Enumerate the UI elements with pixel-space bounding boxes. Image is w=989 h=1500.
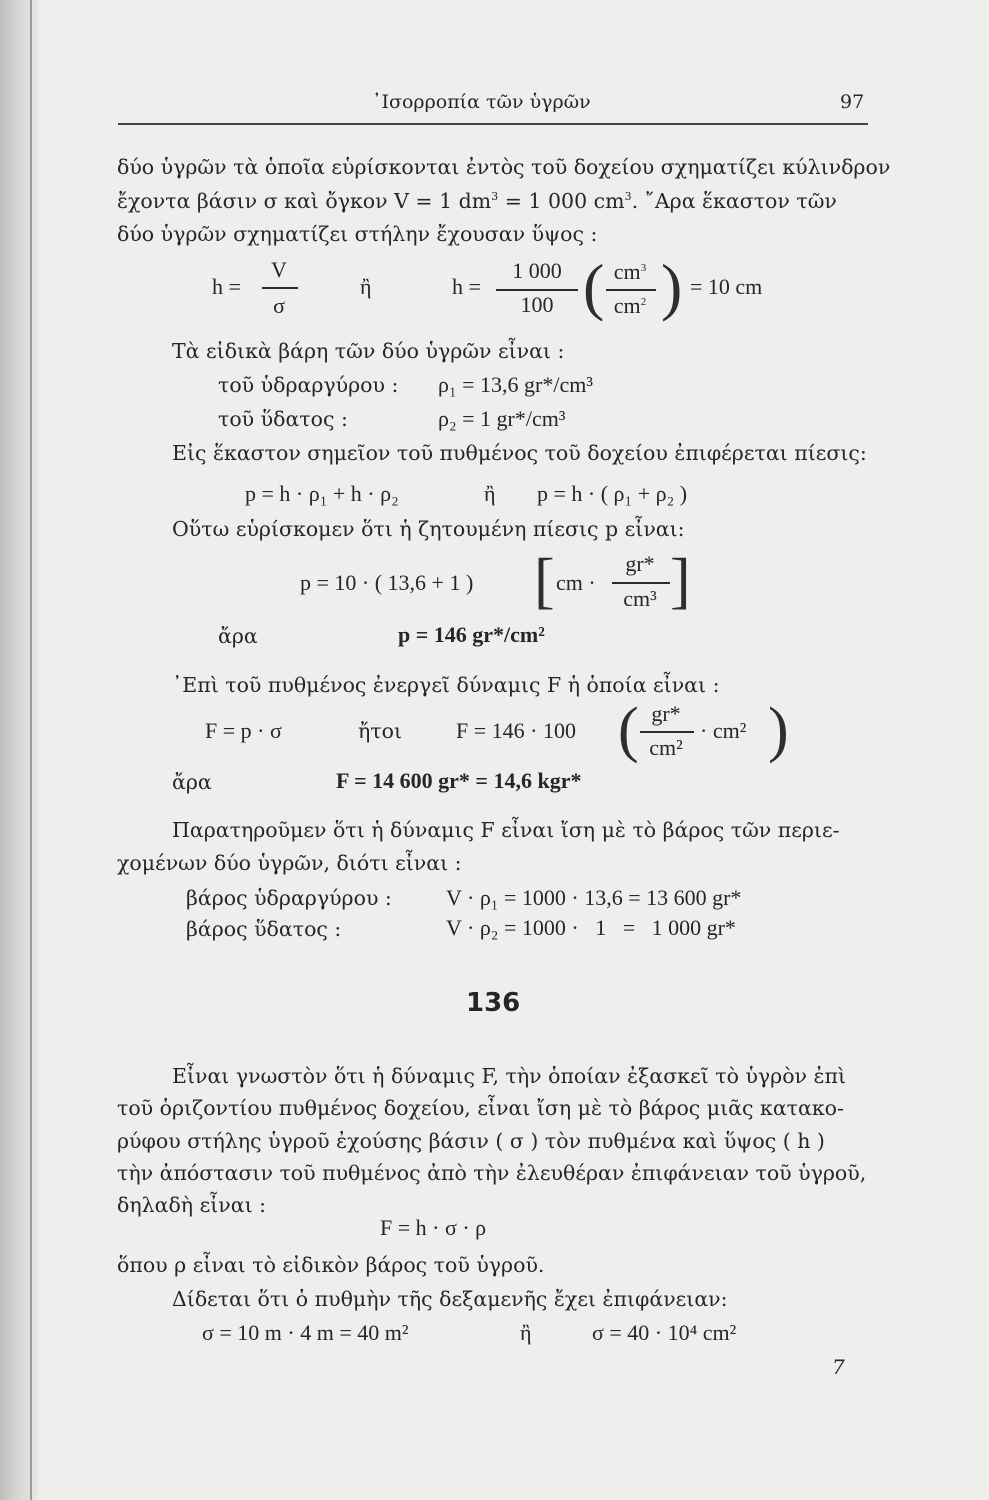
force-paren-close: ) <box>768 696 789 764</box>
force-eq-b: F = 146 · 100 <box>456 718 576 743</box>
eq1-or: ἢ <box>360 274 372 299</box>
pressure-unit-num: gr* <box>625 551 655 576</box>
pressure-found: Οὕτω εὑρίσκομεν ὅτι ἡ ζητουμένη πίεσις p εἶναι: <box>172 517 685 541</box>
header-rule <box>118 123 868 125</box>
observe-line2: χομένων δύο ὑγρῶν, διότι εἶναι : <box>117 851 462 875</box>
water-label: τοῦ ὕδατος : <box>218 407 348 431</box>
weights-intro: Τὰ εἰδικὰ βάρη τῶν δύο ὑγρῶν εἶναι : <box>172 339 565 363</box>
pressure-unit-cm: cm · <box>556 570 596 595</box>
force-eq-a: F = p · σ <box>205 718 282 743</box>
pressure-unit-bar <box>612 582 670 584</box>
force-unit-bar <box>640 731 694 733</box>
eq1-paren-close: ) <box>661 251 683 322</box>
water-weight-label: βάρος ὕδατος : <box>186 917 342 941</box>
eq1-paren-open: ( <box>583 251 605 322</box>
eq1-lhs2: h = <box>452 274 481 299</box>
area-eq-b: σ = 40 · 10⁴ cm² <box>592 1320 737 1345</box>
problem-line1: Εἶναι γνωστὸν ὅτι ἡ δύναμις F, τὴν ὁποίαν ἐξασκεῖ τὸ ὑγρὸν ἐπὶ <box>172 1064 847 1088</box>
mercury-weight-value: V · ρ₁ = 1000 · 13,6 = 13 600 gr* <box>446 885 742 910</box>
para1-line3: δύο ὑγρῶν σχηματίζει στήλην ἔχουσαν ὕψος : <box>117 222 598 246</box>
eq1-denominator2: 100 <box>520 292 554 317</box>
para1-line2: ἔχοντα βάσιν σ καὶ ὄγκον V = 1 $dm^3 = 1$ 000 $cm^3$. ῎Αρα ἕκαστον τῶν <box>117 189 837 213</box>
eq1-result: = 10 cm <box>690 274 763 299</box>
pressure-intro: Εἰς ἕκαστον σημεῖον τοῦ πυθμένος τοῦ δοχείου ἐπιφέρεται πίεσις: <box>172 441 867 465</box>
force-unit-tail: · cm² <box>700 718 747 743</box>
problem-line5: δηλαδὴ εἶναι : <box>117 1193 267 1217</box>
problem-line2: τοῦ ὁριζοντίου πυθμένος δοχείου, εἶναι ἴση μὲ τὸ βάρος μιᾶς κατακο- <box>117 1096 844 1120</box>
running-header-title: ᾿Ισορροπία τῶν ὑγρῶν <box>372 91 591 113</box>
force-result: F = 14 600 gr* = 14,6 kgr* <box>336 768 582 793</box>
observe-line1: Παρατηροῦμεν ὅτι ἡ δύναμις F εἶναι ἴση μὲ τὸ βάρος τῶν περιε- <box>172 818 840 842</box>
eq1-lhs: h = <box>212 274 241 299</box>
pressure-unit-den: cm³ <box>623 586 657 611</box>
area-eq-a: σ = 10 m · 4 m = 40 m² <box>202 1320 409 1345</box>
force-unit-den: cm² <box>649 735 683 760</box>
pressure-eq-b: p = h · ( ρ₁ + ρ₂ ) <box>537 481 688 506</box>
area-or: ἢ <box>520 1320 532 1345</box>
problem-line4: τὴν ἀπόστασιν τοῦ πυθμένος ἀπὸ τὴν ἐλευθέραν ἐπιφάνειαν τοῦ ὑγροῦ, <box>117 1161 867 1185</box>
eq1-numerator2: 1 000 <box>512 258 562 283</box>
mercury-weight-label: βάρος ὑδραργύρου : <box>186 886 392 910</box>
problem-line3: ρύφου στήλης ὑγροῦ ἐχούσης βάσιν ( σ ) τὸν πυθμένα καὶ ὕψος ( h ) <box>117 1129 825 1153</box>
problem-equation: F = h · σ · ρ <box>380 1215 487 1240</box>
pressure-or: ἢ <box>484 481 496 506</box>
eq1-unit-num: $cm^3$ <box>613 259 647 284</box>
pressure-calc: p = 10 · ( 13,6 + 1 ) <box>300 570 474 595</box>
eq1-unit-bar <box>606 289 656 291</box>
eq1-numerator: V <box>271 257 287 282</box>
bracket-open: [ <box>534 547 555 615</box>
para1-line1: δύο ὑγρῶν τὰ ὁποῖα εὑρίσκονται ἐντὸς τοῦ δοχείου σχηματίζει κύλινδρον <box>117 155 891 179</box>
water-weight-value: V · ρ₂ = 1000 · 1 = 1 000 gr* <box>446 915 736 940</box>
pressure-eq-a: p = h · ρ₁ + h · ρ₂ <box>245 481 399 506</box>
pressure-result: p = 146 gr*/cm² <box>398 622 545 647</box>
force-paren-open: ( <box>618 696 639 764</box>
force-ara: ἄρα <box>172 770 212 794</box>
mercury-value: ρ₁ = 13,6 gr*/cm³ <box>438 372 593 397</box>
eq1-unit-den: $cm^2$ <box>613 293 647 318</box>
force-itoi: ἤτοι <box>358 719 403 743</box>
bracket-close: ] <box>670 547 691 615</box>
book-gutter-line <box>30 0 32 1500</box>
book-spine-shadow <box>0 0 38 1500</box>
signature-mark: 7 <box>832 1355 845 1379</box>
eq1-denominator: σ <box>273 293 285 318</box>
force-unit-num: gr* <box>651 701 681 726</box>
force-intro: ᾿Επὶ τοῦ πυθμένος ἐνεργεῖ δύναμις F ἡ ὁποία εἶναι : <box>172 673 720 697</box>
problem-line6: ὅπου ρ εἶναι τὸ εἰδικὸν βάρος τοῦ ὑγροῦ. <box>117 1253 545 1277</box>
pressure-ara: ἄρα <box>218 624 258 648</box>
problem-line7: Δίδεται ὅτι ὁ πυθμὴν τῆς δεξαμενῆς ἔχει ἐπιφάνειαν: <box>172 1287 728 1311</box>
page-number: 97 <box>840 91 865 113</box>
eq1-fraction-bar2 <box>496 289 578 291</box>
mercury-label: τοῦ ὑδραργύρου : <box>218 373 399 397</box>
water-value: ρ₂ = 1 gr*/cm³ <box>438 406 566 431</box>
eq1-fraction-bar <box>262 287 298 289</box>
problem-number: 136 <box>466 988 521 1018</box>
